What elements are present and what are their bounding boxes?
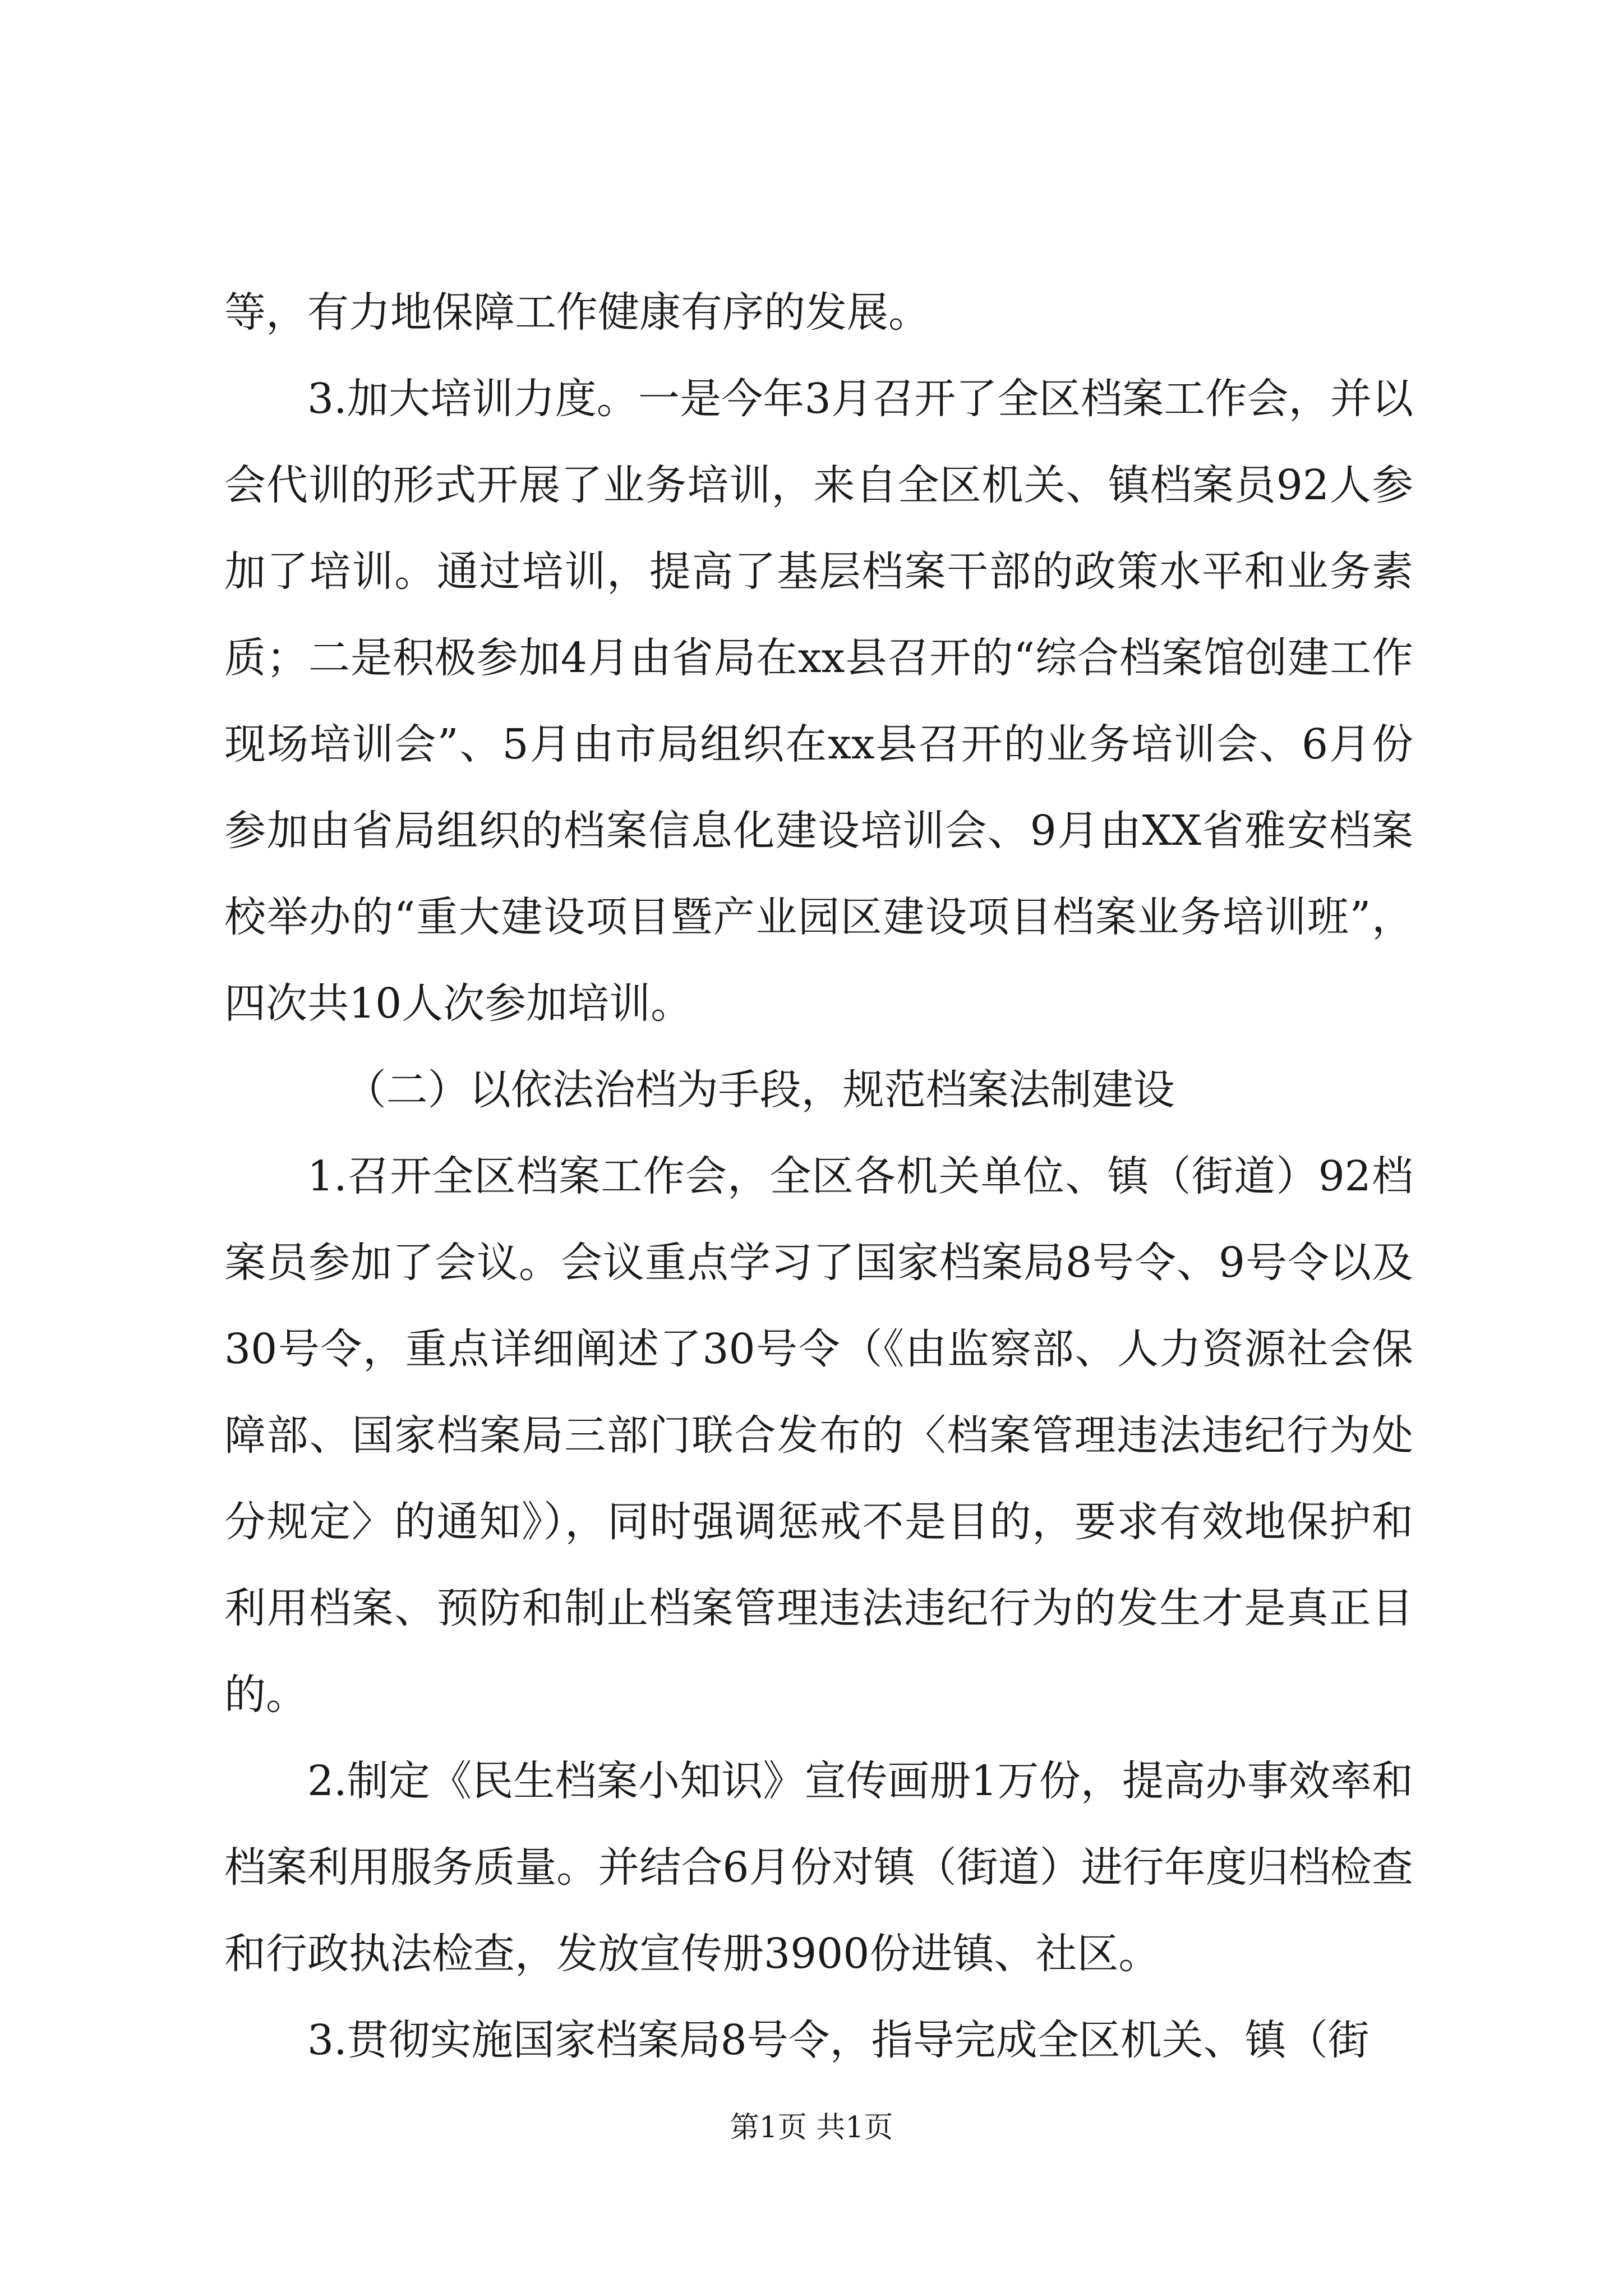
page-footer: 第1页 共1页 bbox=[730, 2111, 893, 2145]
document-body bbox=[224, 269, 1413, 2083]
paragraph-continuation: 等，有力地保障工作健康有序的发展。 bbox=[224, 288, 930, 337]
paragraph-work-conference: 1.召开全区档案工作会，全区各机关单位、镇（街道）92档案员参加了会议。会议重点学习了国家档案局8号令、9号令以及30号令，重点详细阐述了30号令（《由监察部、人力资源社会保障部、国家档案局三部门联合发布的〈档案管理违法违纪行为处分规定〉的通知》），同时强调惩戒不是目的，要求有效地保护和利用档案、预防和制止档案管理违法违纪行为的发生才是真正目的。 bbox=[224, 1152, 1413, 1719]
paragraph-order-8: 3.贯彻实施国家档案局8号令，指导完成全区机关、镇（街 bbox=[307, 2016, 1370, 2064]
paragraph-training: 3.加大培训力度。一是今年3月召开了全区档案工作会，并以会代训的形式开展了业务培训，来自全区机关、镇档案员92人参加了培训。通过培训，提高了基层档案干部的政策水平和业务素质；二是积极参加4月由省局在xx县召开的“综合档案馆创建工作现场培训会”、5月由市局组织在xx县召开的业务培训会、6月份参加由省局组织的档案信息化建设培训会、9月由XX省雅安档案校举办的“重大建设项目暨产业园区建设项目档案业务培训班”，四次共10人次参加培训。 bbox=[224, 375, 1413, 1028]
paragraph-brochure: 2.制定《民生档案小知识》宣传画册1万份，提高办事效率和档案利用服务质量。并结合6月份对镇（街道）进行年度归档检查和行政执法检查，发放宣传册3900份进镇、社区。 bbox=[224, 1757, 1413, 1978]
section-heading: （二）以依法治档为手段，规范档案法制建设 bbox=[344, 1066, 1175, 1114]
